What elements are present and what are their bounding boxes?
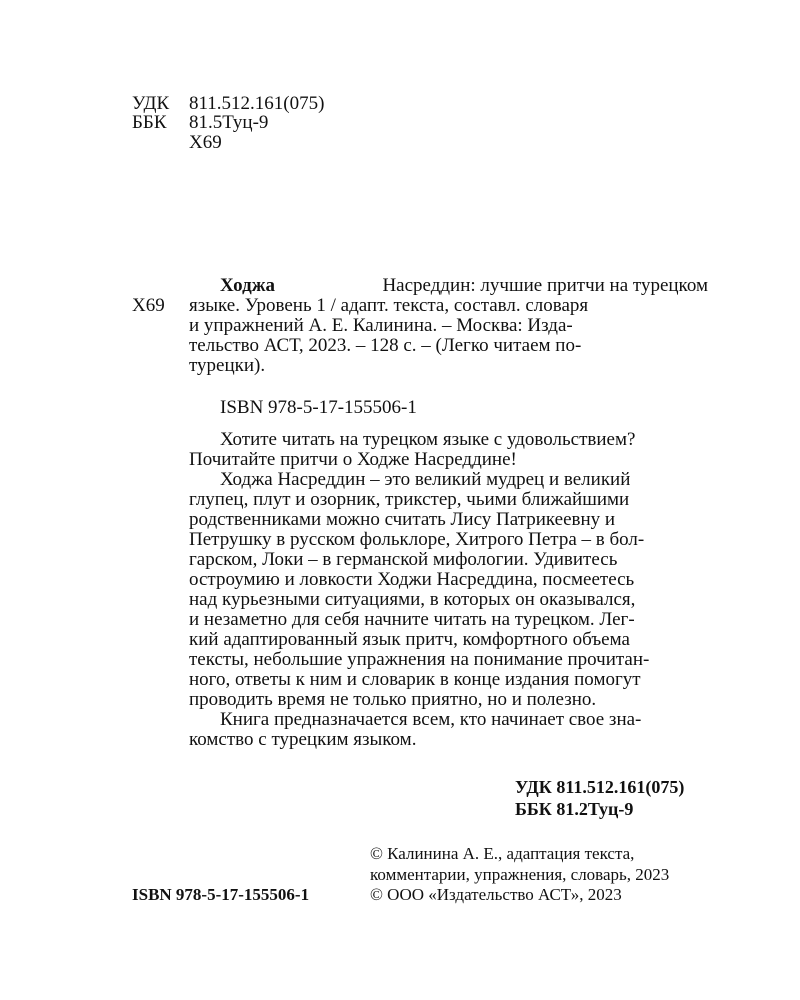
annotation-line: гарском, Локи – в германской мифологии. Удивитесь: [189, 549, 618, 570]
annotation-line: Хотите читать на турецком языке с удовольствием?: [220, 429, 636, 450]
annotation-line: Петрушку в русском фольклоре, Хитрого Петра – в бол-: [189, 529, 645, 550]
annotation-line: остроумию и ловкости Ходжи Насреддина, посмеетесь: [189, 569, 635, 590]
bibliographic-line-text: Насреддин: лучшие притчи на турецком: [382, 275, 708, 296]
annotation-line: комство с турецким языком.: [189, 729, 417, 750]
isbn: ISBN 978-5-17-155506-1: [220, 397, 417, 418]
bibliographic-line: [220, 276, 708, 295]
bibliographic-line: тельство АСТ, 2023. – 128 с. – (Легко читаем по-: [189, 335, 582, 356]
annotation-line: Почитайте притчи о Ходже Насреддине!: [189, 449, 517, 470]
copyright-line: комментарии, упражнения, словарь, 2023: [370, 865, 670, 884]
udk-code-bottom: УДК 811.512.161(075): [515, 777, 685, 797]
copyright-line: © ООО «Издательство АСТ», 2023: [370, 885, 622, 904]
bbk-label: ББК: [132, 112, 167, 133]
author-mark-left: Х69: [132, 295, 165, 316]
footer-isbn: ISBN 978-5-17-155506-1: [132, 885, 310, 904]
annotation-line: Ходжа Насреддин – это великий мудрец и великий: [220, 469, 631, 490]
bbk-value: 81.5Туц-9: [189, 112, 269, 133]
udk-label: УДК: [132, 93, 170, 114]
annotation-line: над курьезными ситуациями, в которых он оказывался,: [189, 589, 636, 610]
annotation-line: глупец, плут и озорник, трикстер, чьими ближайшими: [189, 489, 630, 510]
author-mark: Х69: [189, 132, 222, 153]
annotation-line: Книга предназначается всем, кто начинает свое зна-: [220, 709, 642, 730]
bibliographic-line: языке. Уровень 1 / адапт. текста, составл. словаря: [189, 295, 589, 316]
annotation-line: родственниками можно считать Лису Патрикеевну и: [189, 509, 616, 530]
annotation-line: и незаметно для себя начните читать на турецком. Лег-: [189, 609, 635, 630]
annotation-line: тексты, небольшие упражнения на понимание прочитан-: [189, 649, 650, 670]
copyright-line: © Калинина А. Е., адаптация текста,: [370, 844, 635, 863]
annotation-line: кий адаптированный язык притч, комфортного объема: [189, 629, 630, 650]
author-name-bold: Ходжа: [220, 275, 275, 296]
bibliographic-line: и упражнений А. Е. Калинина. – Москва: Изда-: [189, 315, 573, 336]
udk-value: 811.512.161(075): [189, 93, 325, 114]
bbk-code-bottom: ББК 81.2Туц-9: [515, 799, 634, 819]
bibliographic-line: турецки).: [189, 355, 266, 376]
annotation-line: проводить время не только приятно, но и полезно.: [189, 689, 597, 710]
annotation-line: ного, ответы к ним и словарик в конце издания помогут: [189, 669, 641, 690]
